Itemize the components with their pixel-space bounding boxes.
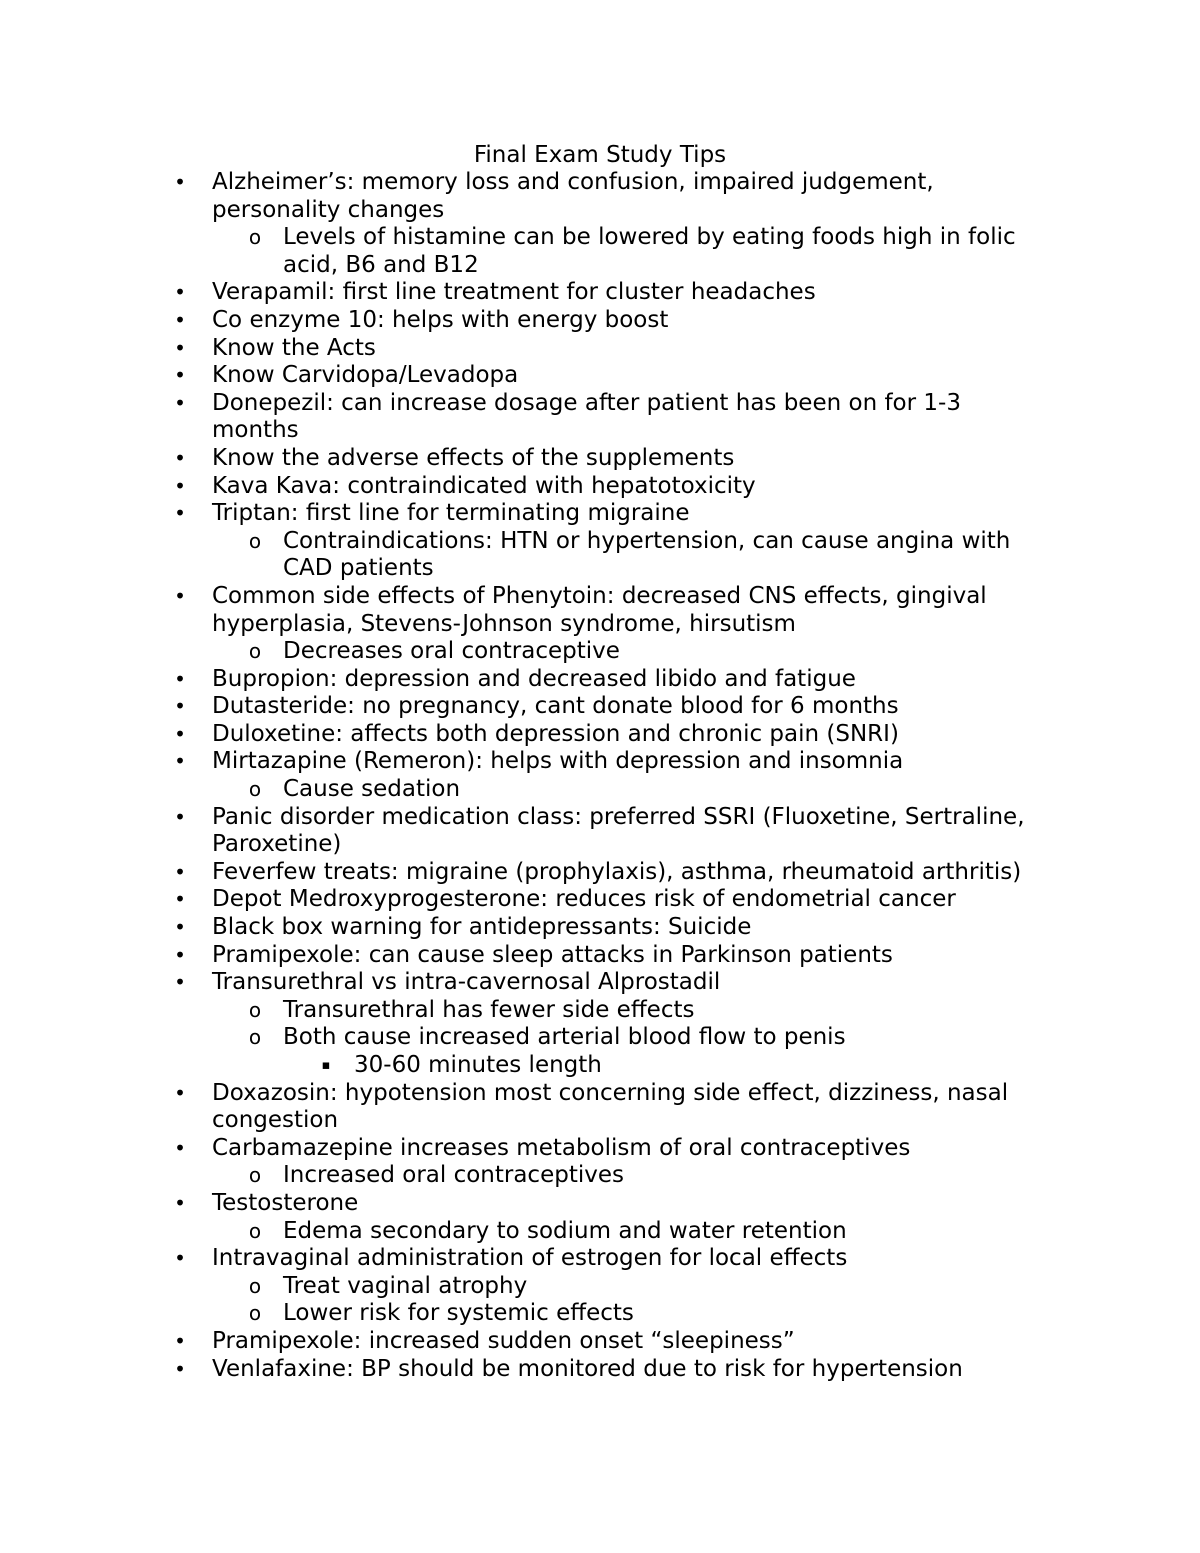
list-item: [0, 445, 1047, 473]
bullet-icon: •: [174, 473, 186, 498]
list-item-text: Edema secondary to sodium and water retention: [283, 1217, 847, 1244]
list-item-text: Pramipexole: increased sudden onset “sleepiness”: [212, 1327, 795, 1354]
list-item-text: Pramipexole: can cause sleep attacks in Parkinson patients: [212, 941, 893, 968]
list-item-text: Transurethral has fewer side effects: [283, 996, 695, 1023]
list-item: [0, 307, 1047, 335]
list-item: [0, 666, 1047, 694]
list-item-text: Alzheimer’s: memory loss and confusion, impaired judgement, personality changes: [212, 169, 934, 223]
bullet-icon: •: [174, 749, 186, 774]
list-item-text: Dutasteride: no pregnancy, cant donate blood for 6 months: [212, 693, 899, 720]
list-item: [0, 748, 1047, 776]
bullet-icon: •: [174, 1328, 186, 1353]
list-item-text: Contraindications: HTN or hypertension, can cause angina with CAD patients: [283, 527, 1011, 582]
bullet-icon: •: [174, 501, 186, 526]
circle-bullet-icon: o: [248, 1163, 262, 1188]
list-item-text: Mirtazapine (Remeron): helps with depression and insomnia: [212, 748, 904, 775]
bullet-icon: •: [174, 1080, 186, 1105]
bullet-icon: •: [174, 445, 186, 470]
circle-bullet-icon: o: [248, 777, 262, 802]
list-item: [0, 1328, 1047, 1356]
list-item-text: Kava Kava: contraindicated with hepatotoxicity: [212, 472, 756, 499]
bullet-icon: •: [174, 280, 186, 305]
list-item-text: Common side effects of Phenytoin: decreased CNS effects, gingival hyperplasia, Stevens-Johnson syndrome, hirsutism: [212, 582, 987, 637]
circle-bullet-icon: o: [248, 1273, 262, 1298]
list-item-text: Know Carvidopa/Levadopa: [212, 362, 519, 389]
circle-bullet-icon: o: [248, 639, 262, 664]
list-item-text: Cause sedation: [283, 776, 461, 803]
list-item-text: Donepezil: can increase dosage after patient has been on for 1-3 months: [212, 389, 961, 444]
list-item-text: Decreases oral contraceptive: [283, 638, 620, 665]
list-item: [0, 859, 1047, 887]
list-item-text: Treat vaginal atrophy: [283, 1272, 528, 1299]
list-item: [0, 1190, 1047, 1218]
list-item-text: Lower risk for systemic effects: [283, 1300, 634, 1327]
list-item-text: Both cause increased arterial blood flow to penis: [283, 1024, 846, 1051]
bullet-icon: •: [174, 1356, 186, 1381]
bullet-icon: •: [174, 887, 186, 912]
list-item-text: 30-60 minutes length: [354, 1052, 602, 1078]
bullet-icon: •: [174, 1135, 186, 1160]
bullet-list: [0, 169, 1200, 1383]
list-item-text: Levels of histamine can be lowered by eating foods high in folic acid, B6 and B12: [283, 224, 1016, 278]
bullet-icon: •: [174, 859, 186, 884]
list-item: [0, 279, 1047, 307]
list-item-text: Doxazosin: hypotension most concerning side effect, dizziness, nasal congestion: [212, 1079, 1009, 1134]
list-item: [0, 335, 1047, 363]
circle-bullet-icon: o: [248, 1301, 262, 1326]
sub-list-item: [0, 1162, 1043, 1190]
list-item: [0, 583, 1047, 638]
circle-bullet-icon: o: [248, 1218, 262, 1243]
list-item-text: Panic disorder medication class: preferred SSRI (Fluoxetine, Sertraline, Paroxetine): [212, 803, 1025, 858]
list-item: [0, 914, 1047, 942]
list-item-text: Bupropion: depression and decreased libido and fatigue: [212, 665, 856, 692]
sub-sub-list-item: [0, 1052, 1054, 1080]
sub-list-item: [0, 1300, 1043, 1328]
sub-list-item: [0, 1024, 1043, 1052]
list-item-text: Depot Medroxyprogesterone: reduces risk of endometrial cancer: [212, 886, 956, 913]
list-item: [0, 693, 1047, 721]
list-item-text: Black box warning for antidepressants: Suicide: [212, 914, 752, 941]
list-item-text: Increased oral contraceptives: [283, 1162, 624, 1189]
bullet-icon: •: [174, 390, 186, 415]
list-item-text: Duloxetine: affects both depression and chronic pain (SNRI): [212, 720, 899, 747]
list-item: [0, 473, 1047, 501]
bullet-icon: •: [174, 307, 186, 332]
bullet-icon: •: [174, 804, 186, 829]
sub-list-item: [0, 224, 1043, 279]
list-item: [0, 886, 1047, 914]
bullet-icon: •: [174, 915, 186, 940]
sub-list-item: [0, 638, 1043, 666]
bullet-icon: •: [174, 666, 186, 691]
list-item: [0, 721, 1047, 749]
list-item-text: Co enzyme 10: helps with energy boost: [212, 306, 669, 333]
bullet-icon: •: [174, 363, 186, 388]
bullet-icon: •: [174, 1246, 186, 1271]
page-title: Final Exam Study Tips: [473, 142, 727, 168]
circle-bullet-icon: o: [248, 1025, 262, 1050]
list-item-text: Triptan: first line for terminating migraine: [212, 500, 690, 527]
list-item: [0, 969, 1047, 997]
list-item-text: Intravaginal administration of estrogen for local effects: [212, 1245, 848, 1272]
list-item: [0, 390, 1047, 445]
list-item: [0, 1080, 1047, 1135]
sub-list-item: [0, 997, 1043, 1025]
circle-bullet-icon: o: [248, 528, 262, 553]
list-item-text: Know the Acts: [212, 334, 376, 361]
list-item: [0, 804, 1047, 859]
bullet-icon: •: [174, 583, 186, 608]
circle-bullet-icon: o: [248, 225, 262, 250]
list-item: [0, 169, 1047, 224]
list-item: [0, 1356, 1047, 1384]
list-item-text: Know the adverse effects of the supplements: [212, 444, 735, 471]
sub-list-item: [0, 1218, 1043, 1246]
bullet-icon: •: [174, 694, 186, 719]
circle-bullet-icon: o: [248, 997, 262, 1022]
list-item: [0, 362, 1047, 390]
list-item-text: Feverfew treats: migraine (prophylaxis), asthma, rheumatoid arthritis): [212, 858, 1022, 885]
sub-list-item: [0, 528, 1043, 583]
sub-list-item: [0, 776, 1043, 804]
list-item-text: Carbamazepine increases metabolism of oral contraceptives: [212, 1134, 911, 1161]
list-item-text: Venlafaxine: BP should be monitored due to risk for hypertension: [212, 1355, 963, 1382]
list-item: [0, 942, 1047, 970]
list-item: [0, 1135, 1047, 1163]
bullet-icon: •: [174, 1190, 186, 1215]
sub-list-item: [0, 1273, 1043, 1301]
bullet-icon: •: [174, 721, 186, 746]
list-item: [0, 1245, 1047, 1273]
list-item: [0, 500, 1047, 528]
list-item-text: Testosterone: [212, 1189, 359, 1216]
bullet-icon: •: [174, 942, 186, 967]
square-bullet-icon: ▪: [321, 1058, 331, 1073]
bullet-icon: •: [174, 970, 186, 995]
list-item-text: Transurethral vs intra-cavernosal Alprostadil: [212, 969, 721, 996]
list-item-text: Verapamil: first line treatment for cluster headaches: [212, 279, 816, 306]
bullet-icon: •: [174, 335, 186, 360]
bullet-icon: •: [174, 170, 186, 194]
